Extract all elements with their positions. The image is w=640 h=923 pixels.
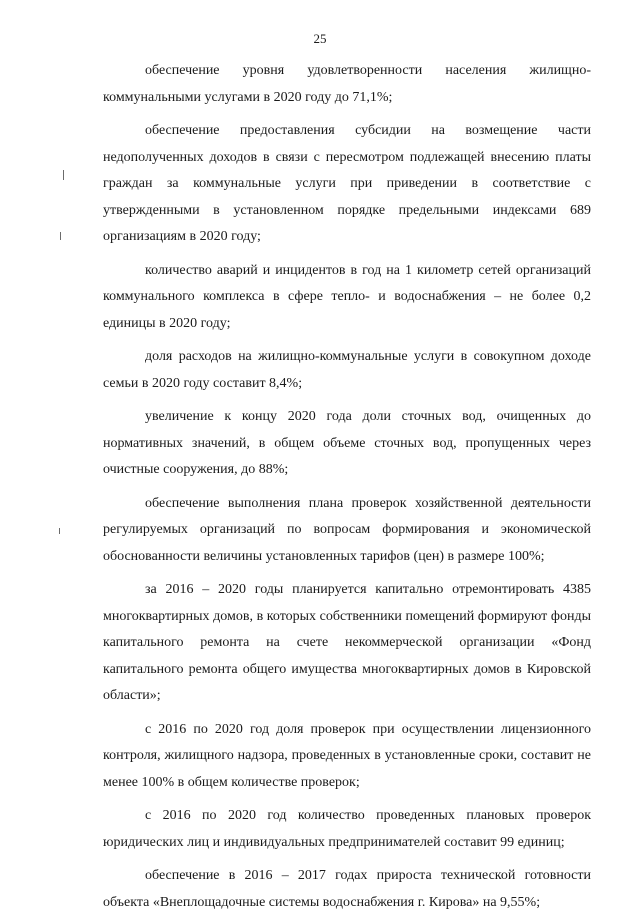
scan-artifact	[63, 170, 64, 180]
paragraph: увеличение к концу 2020 года доли сточных вод, очищенных до нормативных значений, в общем объеме сточных вод, пропущенных через очистные сооружения, до 88%;	[103, 409, 591, 477]
scan-artifact	[59, 528, 60, 534]
paragraph: обеспечение уровня удовлетворенности населения жилищно-коммунальными услугами в 2020 году до 71,1%;	[103, 63, 591, 105]
paragraph: обеспечение выполнения плана проверок хозяйственной деятельности регулируемых организаций по вопросам формирования и экономической обоснованности величины установленных тарифов (цен) в размере 100%;	[103, 495, 591, 564]
page-number: 25	[313, 31, 327, 46]
paragraph: обеспечение предоставления субсидии на возмещение части недополученных доходов в связи с пересмотром подлежащей внесению платы граждан за коммунальные услуги при приведении в соответствие с утвержденными в установленном порядке предельными индексами 689 организациям в 2020 году;	[103, 123, 591, 244]
paragraph: обеспечение в 2016 – 2017 годах прироста технической готовности объекта «Внеплощадочные системы водоснабжения г. Кирова» на 9,55%;	[103, 868, 591, 910]
scan-artifact	[60, 232, 61, 240]
paragraph: доля расходов на жилищно-коммунальные услуги в совокупном доходе семьи в 2020 году составит 8,4%;	[103, 349, 591, 391]
paragraph: с 2016 по 2020 год доля проверок при осуществлении лицензионного контроля, жилищного надзора, проведенных в установленные сроки, составит не менее 100% в общем количестве проверок;	[103, 721, 591, 790]
document-body	[103, 58, 591, 923]
paragraph: за 2016 – 2020 годы планируется капитально отремонтировать 4385 многоквартирных домов, в которых собственники помещений формируют фонды капитального ремонта на счете некоммерческой организации «Фонд капитального ремонта общего имущества многоквартирных домов в Кировской области»;	[103, 582, 591, 703]
paragraph: с 2016 по 2020 год количество проведенных плановых проверок юридических лиц и индивидуальных предпринимателей составит 99 единиц;	[103, 808, 591, 850]
paragraph: количество аварий и инцидентов в год на 1 километр сетей организаций коммунального комплекса в сфере тепло- и водоснабжения – не более 0,2 единицы в 2020 году;	[103, 262, 591, 331]
